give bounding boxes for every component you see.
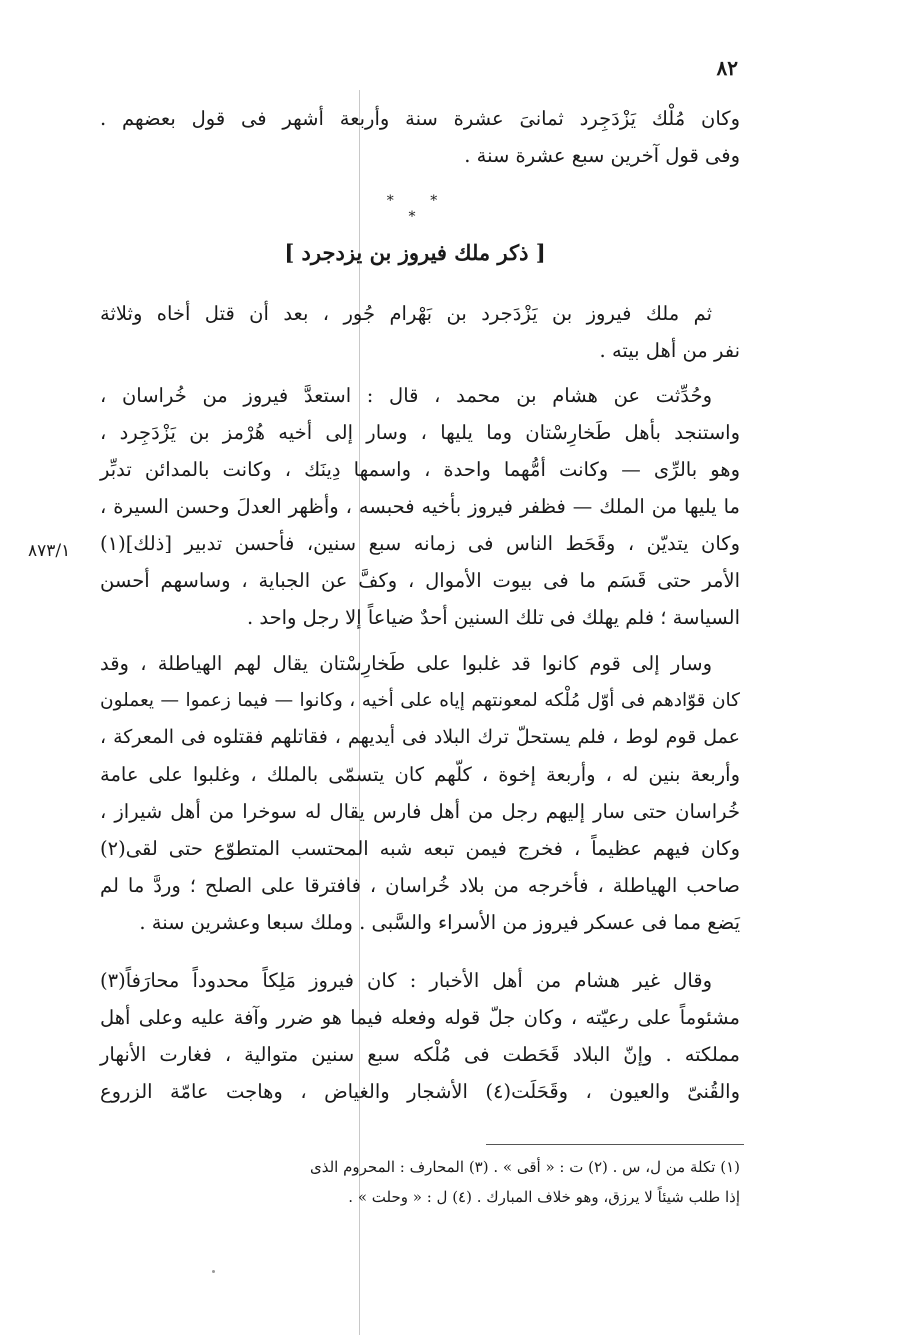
text-line: الأمر حتى قَسَم ما فى بيوت الأموال ، وكفَّ عن الجباية ، وساسهم أحسن: [100, 569, 740, 592]
text-line: ما يليها من الملك — فظفر فيروز بأخيه فحبسه ، وأظهر العدلَ وحسن السيرة ،: [100, 495, 740, 518]
text-line: وكان يتديّن ، وقَحَط الناس فى زمانه سبع سنين، فأحسن تدبير [ذلك](١): [100, 532, 740, 555]
text-line: وفى قول آخرين سبع عشرة سنة .: [464, 144, 740, 167]
footnotes: [180, 1152, 740, 1212]
text-line: مشئوماً على رعيّته ، وكان جلّ قوله وفعله فيما هو ضرر وآفة عليه وعلى أهل: [100, 1006, 740, 1029]
text-line: ثم ملك فيروز بن يَزْدَجرد بن بَهْرام جُور ، بعد أن قتل أخاه وثلاثة: [100, 302, 712, 325]
text-line: يَضع مما فى عسكر فيروز من الأسراء والسَّبى . وملك سبعا وعشرين سنة .: [139, 911, 740, 934]
text-line: السياسة ؛ فلم يهلك فى تلك السنين أحدٌ ضياعاً إلا رجل واحد .: [246, 606, 740, 629]
text-line: وكان مُلْك يَزْدَجِرد ثمانىَ عشرة سنة وأربعة أشهر فى قول بعضهم .: [100, 107, 740, 130]
body-paragraph-4: [100, 962, 740, 1110]
footnote-line: إذا طلب شيئاً لا يرزق، وهو خلاف المبارك . (٤) ل : « وحلت » .: [348, 1188, 740, 1206]
text-line: وسار إلى قوم كانوا قد غلبوا على طَخارِسْتان يقال لهم الهياطلة ، وقد: [100, 652, 712, 675]
section-separator: * * *: [386, 193, 454, 225]
body-paragraph-1: [100, 295, 740, 369]
page-number: ٨٢: [716, 56, 738, 80]
footnote-line: (١) تكلة من ل، س . (٢) ت : « أقى » . (٣) المحارف : المحروم الذى: [309, 1158, 740, 1176]
text-line: عمل قوم لوط ، فلم يستحلّ ترك البلاد فى أيديهم ، فقاتلهم فقتلوه فى المعركة ،: [100, 726, 740, 748]
text-line: صاحب الهياطلة ، فأخرجه من بلاد خُراسان ، فافترقا على الصلح ؛ وردَّ ما لم: [100, 874, 740, 897]
intro-paragraph: [100, 100, 740, 174]
body-paragraph-3: [100, 645, 740, 941]
scan-speck: [212, 1270, 215, 1273]
text-line: مملكته . وإنّ البلاد قَحَطت فى مُلْكه سبع سنين متوالية ، فغارت الأنهار: [100, 1043, 740, 1066]
footnote-divider: [486, 1144, 744, 1145]
text-line: نفر من أهل بيته .: [599, 339, 740, 362]
text-line: وحُدِّثت عن هشام بن محمد ، قال : استعدَّ فيروز من خُراسان ،: [100, 384, 712, 407]
text-line: وقال غير هشام من أهل الأخبار : كان فيروز مَلِكاً محدوداً محارَفاً(٣): [100, 969, 712, 992]
text-line: كان قوّادهم فى أوّل مُلْكه لمعونتهم إياه على أخيه ، وكانوا — فيما زعموا — يعملون: [100, 690, 740, 711]
text-line: والقُنىّ والعيون ، وقَحَلَت(٤) الأشجار والغياض ، وهاجت عامّة الزروع: [100, 1080, 740, 1103]
section-heading: [ ذكر ملك فيروز بن يزدجرد ]: [284, 240, 546, 265]
text-line: خُراسان حتى سار إليهم رجل من أهل فارس يقال له سوخرا من أهل شيراز ،: [100, 800, 740, 823]
text-line: وهو بالرِّى — وكانت أمُّهما واحدة ، واسمها دِينَك ، وكانت بالمدائن تدبِّر: [100, 458, 740, 481]
margin-reference: ٨٧٣/١: [28, 541, 71, 561]
text-line: وأربعة بنين له ، وأربعة إخوة ، كلّهم كان يتسمّى بالملك ، وغلبوا على عامة: [100, 763, 740, 786]
body-paragraph-2: [100, 377, 740, 636]
text-line: وكان فيهم عظيماً ، فخرج فيمن تبعه شبه المحتسب المتطوّع حتى لقى(٢): [100, 837, 740, 860]
text-line: واستنجد بأهل طَخارِسْتان وما يليها ، وسار إلى أخيه هُرْمز بن يَزْدَجِرد ،: [100, 421, 740, 444]
